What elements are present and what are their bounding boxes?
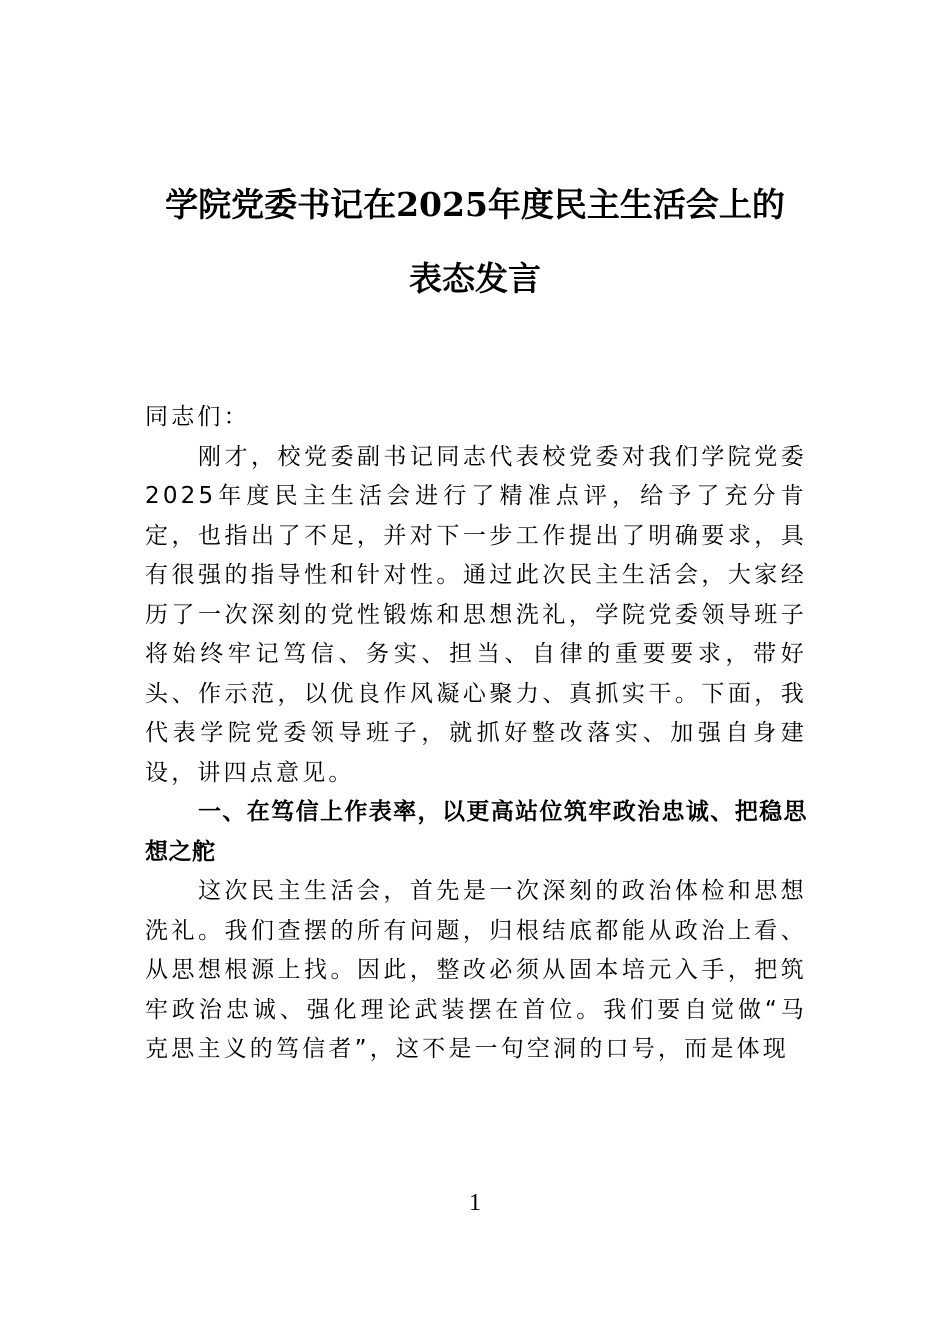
paragraph-opening: 刚才，校党委副书记同志代表校党委对我们学院党委2025年度民主生活会进行了精准点评，给予了充分肯定，也指出了不足，并对下一步工作提出了明确要求，具有很强的指导性和针对性。通过此次民主生活会，大家经历了一次深刻的党性锻炼和思想洗礼，学院党委领导班子将始终牢记笃信、务实、担当、自律的重要要求，带好头、作示范，以优良作风凝心聚力、真抓实干。下面，我代表学院党委领导班子，就抓好整改落实、加强自身建设，讲四点意见。 bbox=[145, 443, 807, 786]
title-line-2: 表态发言 bbox=[409, 259, 541, 298]
document-body bbox=[145, 398, 807, 1070]
paragraph-section-1: 这次民主生活会，首先是一次深刻的政治体检和思想洗礼。我们查摆的所有问题，归根结底都能从政治上看、从思想根源上找。因此，整改必须从固本培元入手，把筑牢政治忠诚、强化理论武装摆在首位。我们要自觉做“马克思主义的笃信者”，这不是一句空洞的口号，而是体现 bbox=[145, 878, 807, 1062]
section-heading-1: 一、在笃信上作表率，以更高站位筑牢政治忠诚、把稳思想之舵 bbox=[145, 799, 807, 865]
page-number: 1 bbox=[469, 1190, 481, 1216]
document-title bbox=[120, 168, 830, 316]
salutation: 同志们： bbox=[145, 404, 250, 430]
title-line-1: 学院党委书记在2025年度民主生活会上的 bbox=[165, 185, 785, 224]
